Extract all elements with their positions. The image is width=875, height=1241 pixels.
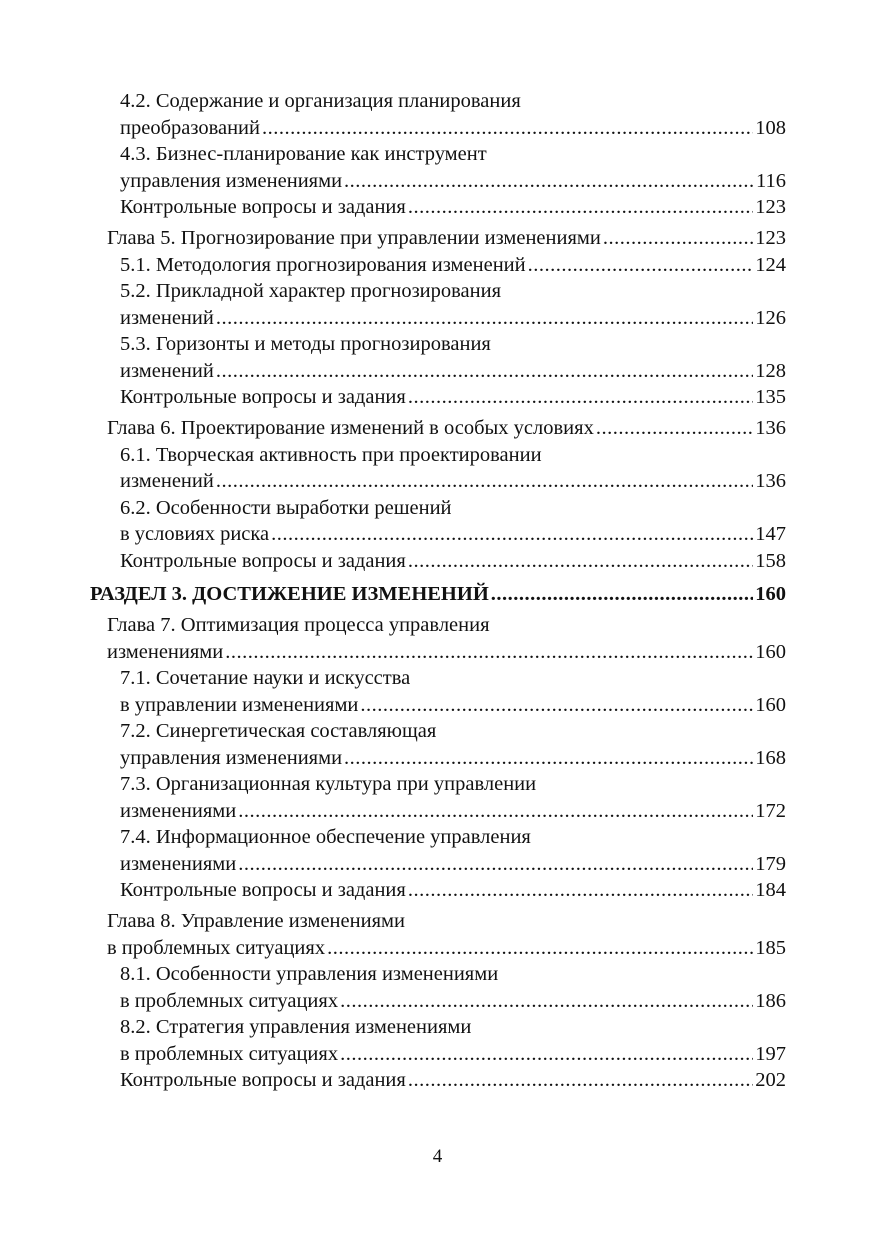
toc-entry-leader-line [90, 1041, 786, 1068]
toc-page-number: 123 [755, 227, 786, 249]
toc-entry-title-line: изменений [120, 358, 216, 385]
toc-page-number: 185 [755, 936, 786, 959]
toc-entry-title-line: 6.2. Особенности выработки решений [120, 496, 452, 519]
dot-leader [360, 692, 753, 719]
toc-chapter-entry [90, 415, 786, 442]
toc-entry-leader-line [90, 639, 786, 666]
dot-leader [408, 877, 753, 904]
toc-entry-leader-line [90, 305, 786, 332]
toc-entry-title-line: 7.1. Сочетание науки и искусства [120, 667, 411, 689]
toc-subsection-entry [90, 961, 786, 1014]
dot-leader [603, 225, 753, 252]
toc-page-number: 160 [755, 640, 786, 663]
dot-leader [340, 988, 753, 1015]
toc-entry-title-line: 8.2. Стратегия управления изменениями [120, 1016, 472, 1038]
dot-leader [216, 358, 753, 385]
toc-entry-title-line: Контрольные вопросы и задания [120, 194, 408, 221]
toc-entry-leader-line [90, 798, 786, 825]
toc-page-number: 147 [755, 523, 786, 545]
toc-entry-title-line: Контрольные вопросы и задания [120, 1067, 408, 1094]
toc-entry-leader-line [90, 225, 786, 252]
toc-subsection-entry [90, 718, 786, 771]
toc-subsection-entry [90, 141, 786, 194]
toc-page-number: 168 [755, 746, 786, 769]
toc-entry-title-line: 7.3. Организационная культура при управлении [120, 773, 537, 795]
toc-subsection-entry [90, 278, 786, 331]
toc-page-number: 184 [755, 879, 786, 901]
toc-subsection-entry [90, 194, 786, 221]
toc-entry-title-line: Глава 6. Проектирование изменений в особых условиях [107, 415, 596, 442]
toc-entry-title-line: Глава 7. Оптимизация процесса управления [107, 614, 490, 636]
toc-entry-leader-line [90, 1067, 786, 1094]
dot-leader [262, 115, 753, 142]
toc-entry-title-line: Глава 8. Управление изменениями [107, 910, 405, 932]
toc-entry-title-line: 5.2. Прикладной характер прогнозирования [120, 280, 502, 302]
toc-page-number: 202 [755, 1069, 786, 1091]
toc-entry-title-line: 6.1. Творческая активность при проектировании [120, 443, 542, 466]
toc-entry-leader-line [90, 358, 786, 385]
toc-entry-title-line: в условиях риска [120, 521, 271, 548]
toc-entry-title-line: 7.2. Синергетическая составляющая [120, 720, 437, 742]
toc-entry-title-line: Контрольные вопросы и задания [120, 877, 408, 904]
toc-page-number: 108 [755, 116, 786, 139]
toc-page-number: 116 [756, 169, 786, 192]
toc-entry-leader-line [90, 692, 786, 719]
toc-entry-leader-line [90, 745, 786, 772]
toc-entry-leader-line [90, 468, 786, 495]
toc-entry-leader-line [90, 851, 786, 878]
toc-entry-title-line: Глава 5. Прогнозирование при управлении изменениями [107, 225, 603, 252]
dot-leader [528, 252, 754, 279]
toc-chapter-entry [90, 225, 786, 252]
toc-entry-title-line: изменениями [120, 798, 238, 825]
dot-leader [216, 468, 753, 495]
toc-subsection-entry [90, 88, 786, 141]
toc-entry-leader-line [90, 115, 786, 142]
toc-entry-title-line: изменений [120, 468, 216, 495]
toc-page-number: 135 [755, 386, 786, 408]
toc-page-number: 197 [755, 1042, 786, 1065]
toc-entry-title-line: Контрольные вопросы и задания [120, 548, 408, 575]
toc-page-number: 126 [755, 306, 786, 329]
toc-page-number: 186 [755, 989, 786, 1012]
toc-subsection-entry [90, 1014, 786, 1067]
toc-page-number: 158 [755, 549, 786, 572]
toc-entry-leader-line [90, 877, 786, 904]
toc-entry-title-line: 7.4. Информационное обеспечение управления [120, 826, 531, 848]
toc-entry-leader-line [90, 581, 786, 608]
toc-entry-leader-line [90, 415, 786, 442]
toc-chapter-entry [90, 908, 786, 961]
toc-entry-title-line: 4.3. Бизнес-планирование как инструмент [120, 143, 487, 165]
dot-leader [408, 384, 753, 411]
toc-entry-title-line: изменений [120, 305, 216, 332]
dot-leader [344, 168, 754, 195]
toc-entry-title-line: 8.1. Особенности управления изменениями [120, 963, 499, 985]
dot-leader [491, 581, 753, 608]
dot-leader [408, 548, 753, 575]
toc-page-number: 123 [755, 196, 786, 218]
toc-entry-title-line: РАЗДЕЛ 3. ДОСТИЖЕНИЕ ИЗМЕНЕНИЙ [90, 581, 491, 608]
dot-leader [216, 305, 753, 332]
toc-subsection-entry [90, 442, 786, 495]
dot-leader [271, 521, 753, 548]
toc-page-number: 124 [755, 253, 786, 276]
toc-subsection-entry [90, 1067, 786, 1094]
dot-leader [596, 415, 753, 442]
toc-page-number: 179 [755, 852, 786, 875]
toc-page-number: 172 [755, 799, 786, 822]
toc-entry-title-line: управления изменениями [120, 168, 344, 195]
toc-page-number: 160 [755, 583, 786, 605]
dot-leader [238, 798, 753, 825]
dot-leader [408, 1067, 753, 1094]
toc-entry-title-line: преобразований [120, 115, 262, 142]
page-number: 4 [432, 1146, 443, 1167]
toc-subsection-entry [90, 495, 786, 548]
toc-subsection-entry [90, 331, 786, 384]
toc-page-number: 136 [755, 470, 786, 492]
dot-leader [344, 745, 753, 772]
toc-entry-title-line: 4.2. Содержание и организация планирования [120, 90, 521, 112]
toc-page-number: 136 [755, 417, 786, 439]
toc-entry-title-line: 5.1. Методология прогнозирования изменений [120, 252, 528, 279]
toc-entry-title-line: 5.3. Горизонты и методы прогнозирования [120, 333, 491, 355]
toc-entry-leader-line [90, 935, 786, 962]
toc-entry-title-line: управления изменениями [120, 745, 344, 772]
toc-chapter-entry [90, 612, 786, 665]
toc-subsection-entry [90, 252, 786, 279]
toc-subsection-entry [90, 384, 786, 411]
table-of-contents [90, 88, 786, 1094]
toc-subsection-entry [90, 877, 786, 904]
toc-entry-title-line: в управлении изменениями [120, 692, 360, 719]
toc-entry-leader-line [90, 252, 786, 279]
toc-entry-title-line: в проблемных ситуациях [107, 935, 327, 962]
toc-section-heading [90, 581, 786, 608]
toc-entry-title-line: изменениями [107, 639, 225, 666]
toc-subsection-entry [90, 771, 786, 824]
toc-entry-leader-line [90, 988, 786, 1015]
dot-leader [238, 851, 753, 878]
dot-leader [327, 935, 753, 962]
toc-entry-title-line: Контрольные вопросы и задания [120, 384, 408, 411]
toc-subsection-entry [90, 824, 786, 877]
toc-subsection-entry [90, 665, 786, 718]
dot-leader [408, 194, 753, 221]
toc-entry-title-line: в проблемных ситуациях [120, 1041, 340, 1068]
toc-entry-leader-line [90, 168, 786, 195]
dot-leader [225, 639, 753, 666]
toc-entry-title-line: изменениями [120, 851, 238, 878]
toc-page-number: 160 [755, 693, 786, 716]
toc-entry-leader-line [90, 384, 786, 411]
toc-entry-title-line: в проблемных ситуациях [120, 988, 340, 1015]
toc-subsection-entry [90, 548, 786, 575]
dot-leader [340, 1041, 753, 1068]
toc-entry-leader-line [90, 521, 786, 548]
toc-entry-leader-line [90, 548, 786, 575]
toc-entry-leader-line [90, 194, 786, 221]
toc-page-number: 128 [755, 359, 786, 382]
